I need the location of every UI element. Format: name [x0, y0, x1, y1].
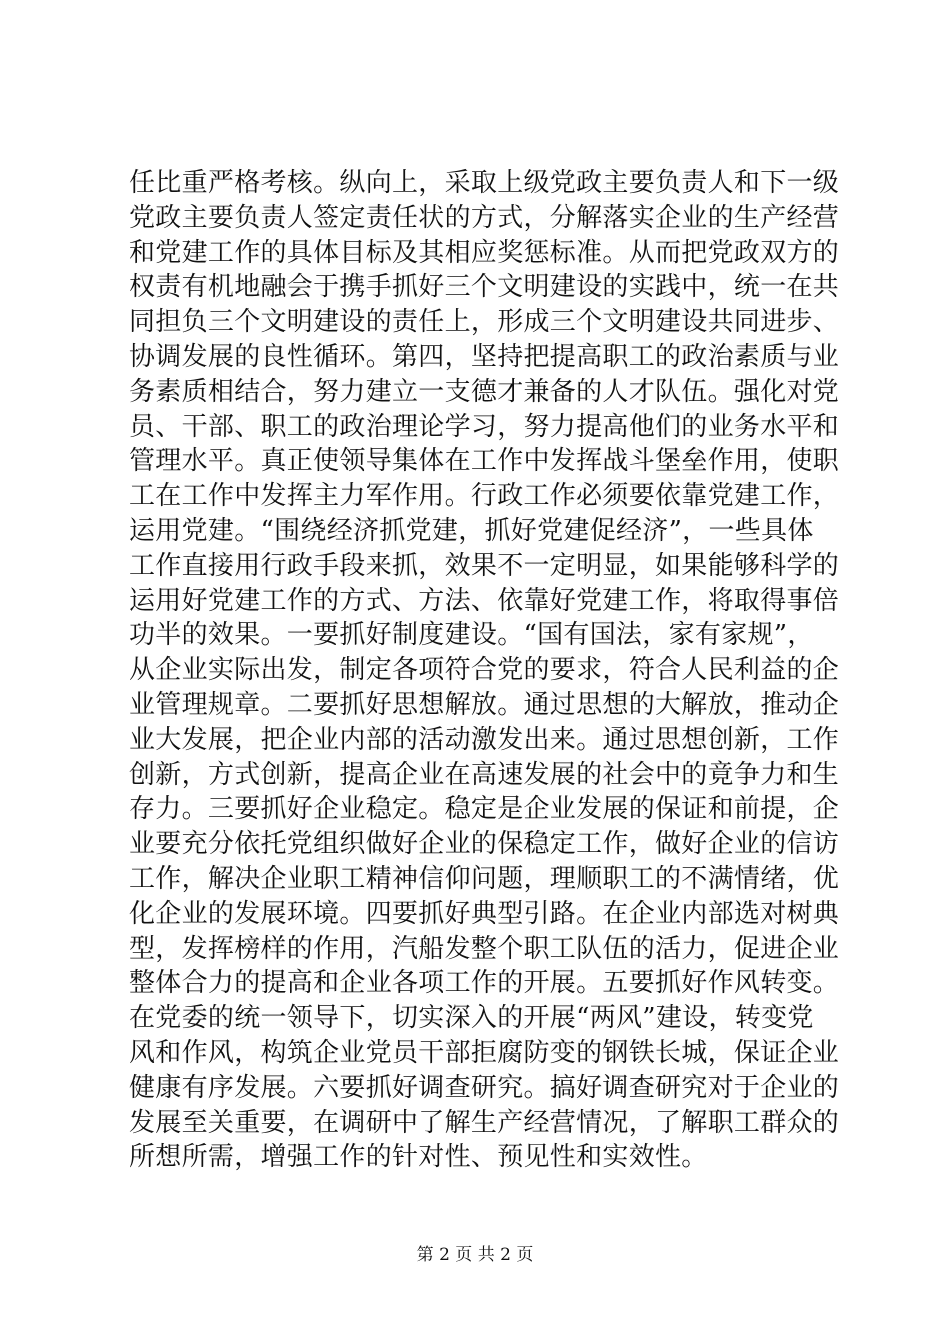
- text-line: 和党建工作的具体目标及其相应奖惩标准。从而把党政双方的: [129, 237, 840, 268]
- text-line: 工作，解决企业职工精神信仰问题，理顺职工的不满情绪，优: [129, 863, 840, 894]
- text-line: 功半的效果。一要抓好制度建设。“国有国法，家有家规”，: [129, 620, 814, 651]
- text-line: 协调发展的良性循环。第四，坚持把提高职工的政治素质与业: [129, 341, 840, 372]
- text-line: 健康有序发展。六要抓好调查研究。搞好调查研究对于企业的: [129, 1072, 840, 1103]
- text-line: 整体合力的提高和企业各项工作的开展。五要抓好作风转变。: [129, 968, 840, 999]
- text-line: 工在工作中发挥主力军作用。行政工作必须要依靠党建工作，: [129, 481, 840, 512]
- text-line: 风和作风，构筑企业党员干部拒腐防变的钢铁长城，保证企业: [129, 1037, 840, 1068]
- text-line: 员、干部、职工的政治理论学习，努力提高他们的业务水平和: [129, 411, 840, 442]
- text-line: 型，发挥榜样的作用，汽船发整个职工队伍的活力，促进企业: [129, 933, 840, 964]
- text-line: 业要充分依托党组织做好企业的保稳定工作，做好企业的信访: [129, 829, 840, 860]
- text-line: 从企业实际出发，制定各项符合党的要求，符合人民利益的企: [129, 655, 840, 686]
- text-line: 运用党建。“围绕经济抓党建，抓好党建促经济”，一些具体: [129, 515, 814, 546]
- text-line: 发展至关重要，在调研中了解生产经营情况，了解职工群众的: [129, 1107, 840, 1138]
- text-line: 业管理规章。二要抓好思想解放。通过思想的大解放，推动企: [129, 689, 840, 720]
- text-line: 权责有机地融会于携手抓好三个文明建设的实践中，统一在共: [129, 272, 840, 303]
- text-line: 所想所需，增强工作的针对性、预见性和实效性。: [129, 1142, 708, 1173]
- text-line: 管理水平。真正使领导集体在工作中发挥战斗堡垒作用，使职: [129, 446, 840, 477]
- text-line: 工作直接用行政手段来抓，效果不一定明显，如果能够科学的: [129, 550, 840, 581]
- text-line: 务素质相结合，努力建立一支德才兼备的人才队伍。强化对党: [129, 376, 840, 407]
- page-number-footer: 第 2 页 共 2 页: [416, 1245, 534, 1265]
- text-line: 存力。三要抓好企业稳定。稳定是企业发展的保证和前提，企: [129, 794, 840, 825]
- text-line: 党政主要负责人签定责任状的方式，分解落实企业的生产经营: [129, 202, 840, 233]
- text-line: 在党委的统一领导下，切实深入的开展“两风”建设，转变党: [129, 1003, 814, 1034]
- text-line: 业大发展，把企业内部的活动激发出来。通过思想创新，工作: [129, 724, 840, 755]
- body-paragraph: [129, 166, 840, 1175]
- text-line: 同担负三个文明建设的责任上，形成三个文明建设共同进步、: [129, 307, 840, 338]
- text-line: 化企业的发展环境。四要抓好典型引路。在企业内部选对树典: [129, 898, 840, 929]
- text-line: 任比重严格考核。纵向上，采取上级党政主要负责人和下一级: [129, 168, 840, 198]
- text-line: 创新，方式创新，提高企业在高速发展的社会中的竟争力和生: [129, 759, 840, 790]
- text-line: 运用好党建工作的方式、方法、依靠好党建工作，将取得事倍: [129, 585, 840, 616]
